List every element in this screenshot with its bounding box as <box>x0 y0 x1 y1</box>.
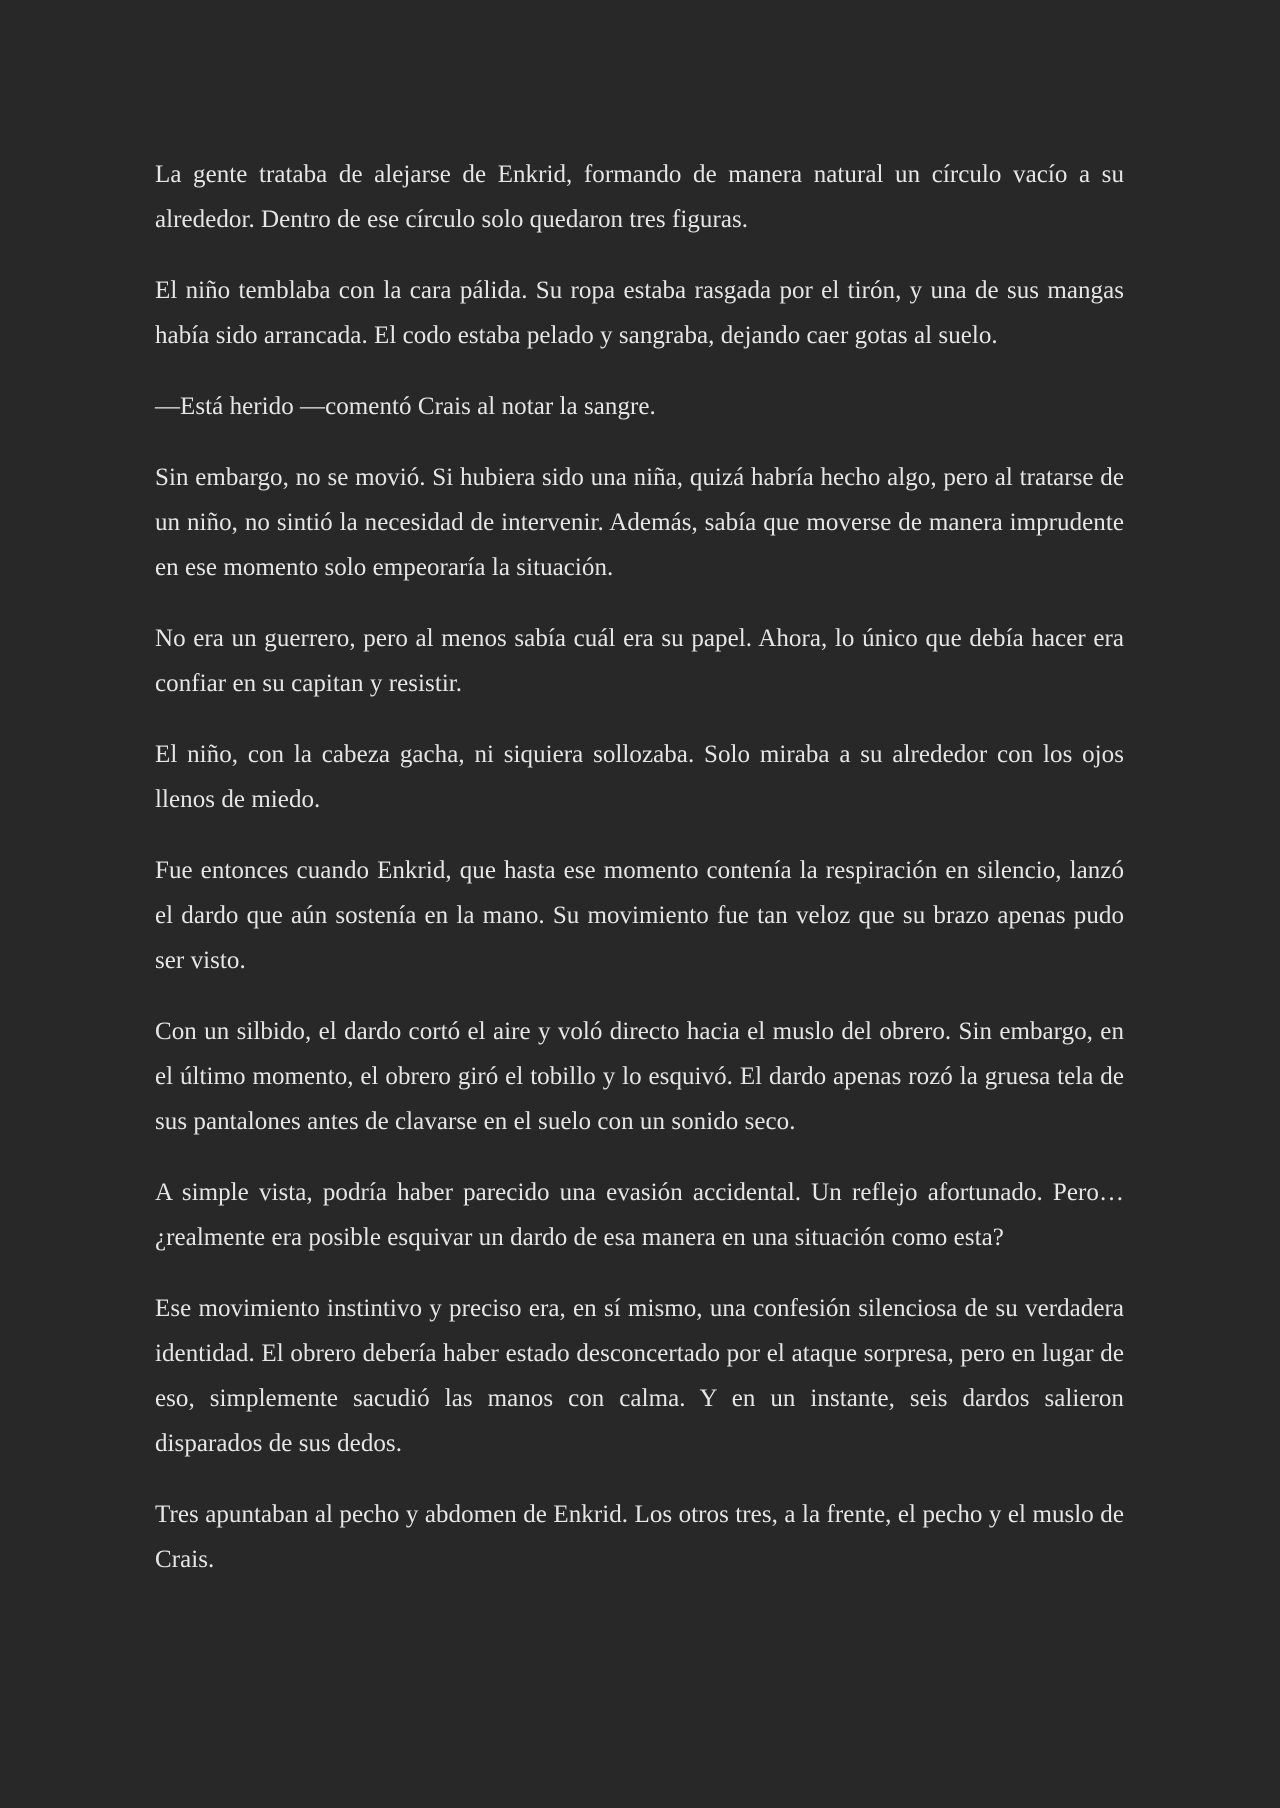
paragraph-1: La gente trataba de alejarse de Enkrid, formando de manera natural un círculo vacío a su alrededor. Dentro de ese círculo solo quedaron tres figuras. <box>155 161 1124 233</box>
paragraph-10: Ese movimiento instintivo y preciso era, en sí mismo, una confesión silenciosa de su verdadera identidad. El obrero debería haber estado desconcertado por el ataque sorpresa, pero en lugar de eso, simplemente sacudió las manos con calma. Y en un instante, seis dardos salieron disparados de sus dedos. <box>155 1295 1124 1457</box>
paragraph-5: No era un guerrero, pero al menos sabía cuál era su papel. Ahora, lo único que debía hacer era confiar en su capitan y resistir. <box>155 625 1124 697</box>
paragraph-9: A simple vista, podría haber parecido una evasión accidental. Un reflejo afortunado. Pero… ¿realmente era posible esquivar un dardo de esa manera en una situación como esta? <box>155 1179 1124 1251</box>
paragraph-2: El niño temblaba con la cara pálida. Su ropa estaba rasgada por el tirón, y una de sus mangas había sido arrancada. El codo estaba pelado y sangraba, dejando caer gotas al suelo. <box>155 277 1124 349</box>
paragraph-4: Sin embargo, no se movió. Si hubiera sido una niña, quizá habría hecho algo, pero al tratarse de un niño, no sintió la necesidad de intervenir. Además, sabía que moverse de manera imprudente en ese momento solo empeoraría la situación. <box>155 464 1124 581</box>
paragraph-7: Fue entonces cuando Enkrid, que hasta ese momento contenía la respiración en silencio, lanzó el dardo que aún sostenía en la mano. Su movimiento fue tan veloz que su brazo apenas pudo ser visto. <box>155 857 1124 974</box>
paragraph-11: Tres apuntaban al pecho y abdomen de Enkrid. Los otros tres, a la frente, el pecho y el muslo de Crais. <box>155 1501 1124 1573</box>
chapter-text <box>155 152 1124 1582</box>
paragraph-6: El niño, con la cabeza gacha, ni siquiera sollozaba. Solo miraba a su alrededor con los ojos llenos de miedo. <box>155 741 1124 813</box>
paragraph-8: Con un silbido, el dardo cortó el aire y voló directo hacia el muslo del obrero. Sin embargo, en el último momento, el obrero giró el tobillo y lo esquivó. El dardo apenas rozó la gruesa tela de sus pantalones antes de clavarse en el suelo con un sonido seco. <box>155 1018 1124 1135</box>
paragraph-3-dialogue: —Está herido —comentó Crais al notar la sangre. <box>155 393 656 420</box>
